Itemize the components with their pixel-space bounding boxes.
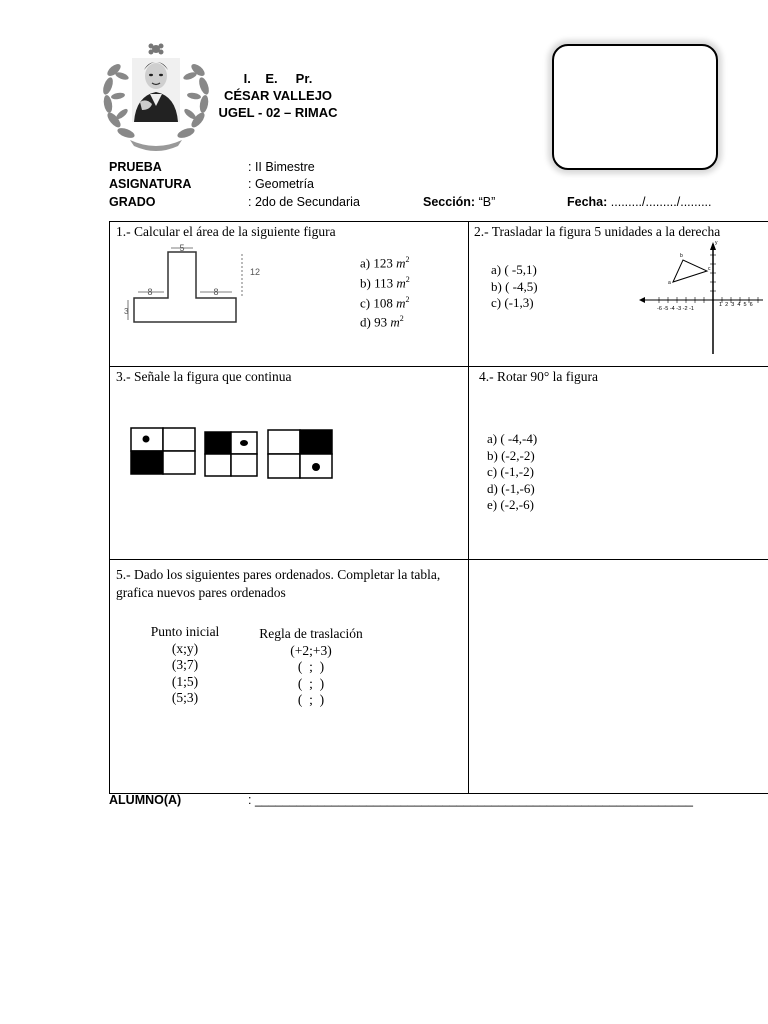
x-axis-positive-labels: 1 2 3 4 5 6: [719, 302, 753, 308]
info-seccion-label: Sección:: [423, 195, 476, 209]
question-5-cell: [110, 560, 469, 794]
q2-option-a: a) ( -5,1): [491, 262, 537, 277]
info-prueba-label: PRUEBA: [109, 160, 162, 174]
point-c: c: [708, 266, 711, 272]
info-seccion-value: “B”: [475, 195, 496, 209]
translation-rule-row: ( ; ): [297, 692, 325, 707]
info-fecha: [567, 194, 711, 211]
student-name-field[interactable]: : _______________________________________________________________: [248, 793, 693, 807]
q4-option-d: d) (-1,-6): [487, 480, 535, 496]
q2-option-c: c) (-1,3): [491, 295, 534, 310]
q1-option-c: c) 108 $m^2$: [360, 294, 410, 310]
coordinate-plane: [637, 240, 767, 356]
dim-left: 8: [147, 287, 153, 297]
translation-rule-row: ( ; ): [297, 659, 325, 674]
q4-option-e: e) (-2,-6): [487, 497, 534, 512]
q4-option-a: a) ( -4,-4): [487, 431, 538, 446]
q4-option-b: b) (-2,-2): [487, 447, 535, 463]
initial-point-row: (1;5): [171, 673, 199, 689]
info-grado-label: GRADO: [109, 195, 156, 209]
translation-rule-column: [246, 626, 376, 709]
initial-point-row: (5;3): [171, 690, 199, 705]
student-name-label: ALUMNO(A): [109, 793, 182, 807]
info-grado-value: : 2do de Secundaria: [248, 195, 360, 209]
info-asignatura-label: ASIGNATURA: [109, 177, 192, 191]
pattern-figure-2: [204, 431, 256, 475]
initial-point-row: (x;y): [171, 640, 199, 656]
q1-option-d: d) 93 $m^2$: [360, 314, 404, 330]
question-4-options: [487, 431, 537, 514]
school-line-1: I. E. Pr.: [243, 71, 313, 86]
translation-rule-row: (+2;+3): [290, 642, 332, 658]
dim-right: 8: [213, 287, 219, 297]
question-1-cell: [110, 222, 469, 367]
y-axis-label: y: [715, 240, 718, 246]
translation-rule-header: Regla de traslación: [259, 626, 363, 641]
pattern-figure-1: [130, 427, 194, 473]
q1-option-b: b) 113 $m^2$: [360, 274, 410, 291]
school-heading: [208, 70, 348, 121]
dim-top: 5: [179, 244, 185, 253]
question-3-cell: [110, 367, 469, 560]
question-2-options: [491, 262, 538, 312]
question-1-title: 1.- Calcular el área de la siguiente figura: [116, 224, 336, 239]
dim-height: 12: [250, 267, 261, 277]
dim-base: 3: [124, 307, 129, 316]
info-asignatura-value: : Geometría: [248, 177, 314, 191]
exam-table: [109, 221, 768, 794]
school-line-2: CÉSAR VALLEJO: [223, 88, 333, 103]
empty-answer-cell: [469, 560, 768, 794]
info-prueba-value: : II Bimestre: [248, 160, 315, 174]
school-line-3: UGEL - 02 – RIMAC: [218, 105, 338, 120]
q2-option-b: b) ( -4,5): [491, 278, 538, 294]
x-axis-negative-labels: -6 -5 -4 -3 -2 -1: [657, 306, 694, 312]
initial-point-column: [140, 624, 230, 707]
question-1-options: [360, 252, 410, 331]
q1-option-a: a) 123 $m^2$: [360, 255, 410, 271]
translation-rule-row: ( ; ): [297, 675, 325, 691]
student-photo-box: [552, 44, 718, 170]
point-b: b: [680, 253, 683, 259]
q4-option-c: c) (-1,-2): [487, 464, 534, 479]
t-shape-figure: [124, 244, 274, 326]
info-fecha-value: ........./........./.........: [607, 195, 712, 209]
question-4-cell: [469, 367, 768, 560]
question-4-title: 4.- Rotar 90° la figura: [479, 369, 598, 384]
question-2-cell: [469, 222, 768, 367]
info-seccion: [423, 194, 495, 211]
pattern-figure-3: [267, 429, 333, 477]
school-logo: [100, 40, 212, 152]
question-3-title: 3.- Señale la figura que continua: [116, 369, 292, 384]
info-fecha-label: Fecha:: [567, 195, 608, 209]
initial-point-header: Punto inicial: [150, 624, 220, 639]
question-5-title: 5.- Dado los siguientes pares ordenados. Completar la tabla, grafica nuevos pares ordenados: [116, 567, 441, 600]
question-2-title: 2.- Trasladar la figura 5 unidades a la derecha: [474, 224, 721, 239]
initial-point-row: (3;7): [171, 657, 199, 672]
point-a: a: [668, 280, 671, 286]
